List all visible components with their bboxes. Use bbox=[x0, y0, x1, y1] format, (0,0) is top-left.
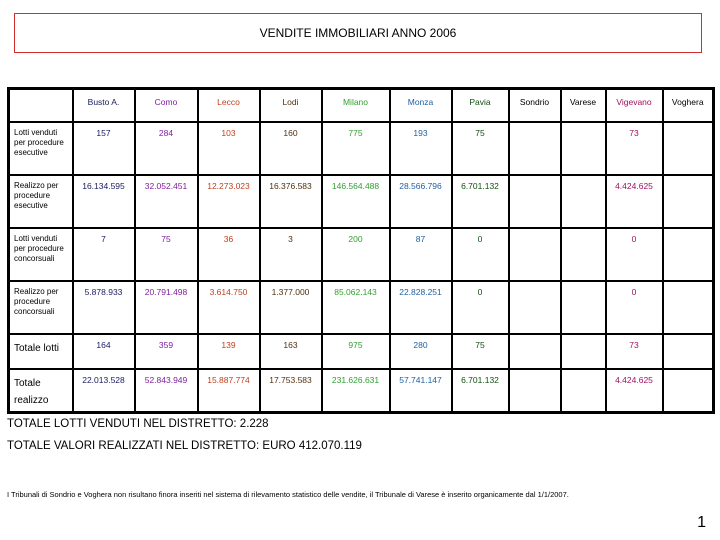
data-cell: 3.614.750 bbox=[198, 281, 260, 334]
table-row bbox=[9, 334, 714, 369]
data-cell: 193 bbox=[390, 122, 452, 175]
data-cell: 4.424.625 bbox=[606, 175, 663, 228]
table-row bbox=[9, 281, 714, 334]
data-cell: 36 bbox=[198, 228, 260, 281]
data-cell: 75 bbox=[452, 122, 509, 175]
table-row bbox=[9, 122, 714, 175]
data-cell bbox=[663, 334, 714, 369]
data-cell bbox=[663, 228, 714, 281]
data-cell: 75 bbox=[452, 334, 509, 369]
row-label: Realizzo per procedure esecutive bbox=[9, 175, 73, 228]
row-label: Totale realizzo bbox=[9, 369, 73, 413]
data-cell: 15.887.774 bbox=[198, 369, 260, 413]
data-cell bbox=[663, 122, 714, 175]
data-cell: 1.377.000 bbox=[260, 281, 322, 334]
data-cell bbox=[561, 281, 606, 334]
data-cell: 28.566.796 bbox=[390, 175, 452, 228]
data-cell: 103 bbox=[198, 122, 260, 175]
column-header: Lodi bbox=[260, 89, 322, 123]
column-header: Vigevano bbox=[606, 89, 663, 123]
data-cell bbox=[561, 334, 606, 369]
data-cell: 0 bbox=[452, 281, 509, 334]
data-cell: 75 bbox=[135, 228, 198, 281]
data-cell: 20.791.498 bbox=[135, 281, 198, 334]
data-cell bbox=[561, 175, 606, 228]
sales-table bbox=[7, 87, 715, 414]
column-header: Lecco bbox=[198, 89, 260, 123]
data-cell: 52.843.949 bbox=[135, 369, 198, 413]
data-cell: 22.828.251 bbox=[390, 281, 452, 334]
data-cell bbox=[561, 228, 606, 281]
data-cell: 73 bbox=[606, 334, 663, 369]
row-label: Totale lotti bbox=[9, 334, 73, 369]
data-cell: 3 bbox=[260, 228, 322, 281]
data-cell: 85.062.143 bbox=[322, 281, 390, 334]
data-cell: 16.134.595 bbox=[73, 175, 135, 228]
data-cell: 73 bbox=[606, 122, 663, 175]
total-lots: TOTALE LOTTI VENDUTI NEL DISTRETTO: 2.228 bbox=[7, 418, 269, 430]
data-cell: 284 bbox=[135, 122, 198, 175]
page-number: 1 bbox=[697, 514, 706, 531]
table-row bbox=[9, 175, 714, 228]
data-cell: 6.701.132 bbox=[452, 369, 509, 413]
data-cell bbox=[509, 175, 561, 228]
column-header: Varese bbox=[561, 89, 606, 123]
data-cell: 359 bbox=[135, 334, 198, 369]
data-cell: 12.273.023 bbox=[198, 175, 260, 228]
page-title: VENDITE IMMOBILIARI ANNO 2006 bbox=[14, 13, 702, 53]
data-cell: 22.013.528 bbox=[73, 369, 135, 413]
data-cell: 163 bbox=[260, 334, 322, 369]
data-cell: 0 bbox=[606, 281, 663, 334]
data-cell bbox=[509, 281, 561, 334]
data-cell: 231.626.631 bbox=[322, 369, 390, 413]
data-cell: 146.564.488 bbox=[322, 175, 390, 228]
data-cell: 157 bbox=[73, 122, 135, 175]
data-cell bbox=[509, 122, 561, 175]
column-header: Como bbox=[135, 89, 198, 123]
data-cell: 87 bbox=[390, 228, 452, 281]
footnote: I Tribunali di Sondrio e Voghera non risultano finora inseriti nel sistema di rilevamento statistico delle vendite, il Tribunale di Varese è inserito organicamente dal 1/1/2007. bbox=[7, 490, 569, 499]
data-cell: 17.753.583 bbox=[260, 369, 322, 413]
data-cell bbox=[663, 175, 714, 228]
data-cell: 139 bbox=[198, 334, 260, 369]
column-header: Voghera bbox=[663, 89, 714, 123]
data-cell: 975 bbox=[322, 334, 390, 369]
data-cell bbox=[561, 369, 606, 413]
row-label: Lotti venduti per procedure concorsuali bbox=[9, 228, 73, 281]
data-cell bbox=[509, 369, 561, 413]
table-row bbox=[9, 228, 714, 281]
header-row bbox=[9, 89, 714, 123]
data-cell bbox=[509, 228, 561, 281]
data-cell bbox=[663, 281, 714, 334]
data-cell: 7 bbox=[73, 228, 135, 281]
total-values: TOTALE VALORI REALIZZATI NEL DISTRETTO: EURO 412.070.119 bbox=[7, 440, 362, 452]
column-header: Sondrio bbox=[509, 89, 561, 123]
data-cell bbox=[561, 122, 606, 175]
data-cell: 4.424.625 bbox=[606, 369, 663, 413]
row-label: Lotti venduti per procedure esecutive bbox=[9, 122, 73, 175]
data-cell: 160 bbox=[260, 122, 322, 175]
data-cell: 57.741.147 bbox=[390, 369, 452, 413]
corner-cell bbox=[9, 89, 73, 123]
column-header: Busto A. bbox=[73, 89, 135, 123]
data-cell bbox=[509, 334, 561, 369]
table-row bbox=[9, 369, 714, 413]
data-cell: 0 bbox=[452, 228, 509, 281]
column-header: Pavia bbox=[452, 89, 509, 123]
column-header: Monza bbox=[390, 89, 452, 123]
data-cell: 775 bbox=[322, 122, 390, 175]
data-cell: 200 bbox=[322, 228, 390, 281]
data-cell bbox=[663, 369, 714, 413]
data-cell: 164 bbox=[73, 334, 135, 369]
data-cell: 0 bbox=[606, 228, 663, 281]
data-cell: 5.878.933 bbox=[73, 281, 135, 334]
data-cell: 16.376.583 bbox=[260, 175, 322, 228]
data-cell: 6.701.132 bbox=[452, 175, 509, 228]
column-header: Milano bbox=[322, 89, 390, 123]
row-label: Realizzo per procedure concorsuali bbox=[9, 281, 73, 334]
data-cell: 32.052.451 bbox=[135, 175, 198, 228]
data-cell: 280 bbox=[390, 334, 452, 369]
